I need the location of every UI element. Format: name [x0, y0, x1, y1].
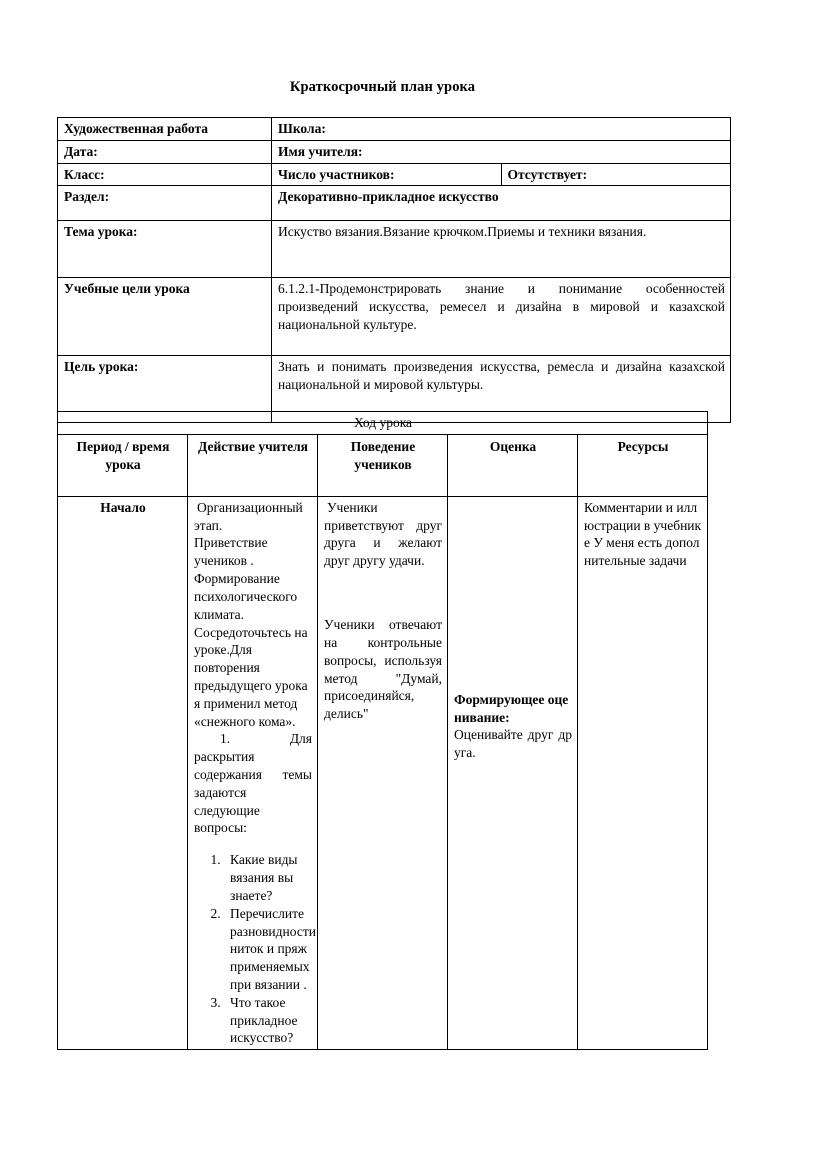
teacher-numbered-intro-marker: 1.	[220, 731, 290, 747]
teacher-question-list	[194, 851, 316, 1047]
info-value-section: Декоративно-прикладное искусство	[272, 186, 731, 221]
table-row	[58, 163, 731, 186]
teacher-numbered-intro-text: Для раскрытия содержания темы задаются следующие вопросы:	[194, 731, 312, 836]
teacher-paragraph-2: Приветствие учеников .	[194, 535, 268, 569]
list-item: 2. Перечислите разновидности ниток и пряж применяемых при вязании .	[224, 905, 312, 994]
info-value-school: Школа:	[272, 118, 731, 141]
info-label-topic: Тема урока:	[58, 221, 272, 278]
cell-teacher-action	[188, 496, 318, 1049]
info-value-lesson-goal: Знать и понимать произведения искусства, ремесла и дизайна казахской национальной и мировой культуры.	[272, 356, 731, 423]
table-row	[58, 186, 731, 221]
column-header-resources: Ресурсы	[578, 434, 708, 496]
info-label-learning-objectives: Учебные цели урока	[58, 278, 272, 356]
info-value-participants: Число участников:	[272, 163, 502, 186]
info-label-date: Дата:	[58, 140, 272, 163]
page-title: Краткосрочный план урока	[289, 79, 476, 95]
table-header-row	[58, 434, 708, 496]
cell-resources	[578, 496, 708, 1049]
table-row	[58, 496, 708, 1049]
table-row	[58, 221, 731, 278]
assessment-text: Оценивайте друг друга.	[454, 727, 572, 761]
section-title-lesson-course: Ход урока	[58, 412, 708, 435]
info-label-lesson-goal: Цель урока:	[58, 356, 272, 423]
column-header-student-behaviour: Поведение учеников	[318, 434, 448, 496]
assessment-title: Формирующее оценивание:	[454, 691, 569, 725]
spacer	[454, 499, 572, 691]
info-label-artwork: Художественная работа	[58, 118, 272, 141]
table-row-section-title	[58, 412, 708, 435]
info-value-learning-objectives: 6.1.2.1-Продемонстрировать знание и понимание особенностей произведений искусства, ремесел и дизайна в мировой и казахской национальной культуре.	[272, 278, 731, 356]
spacer	[194, 837, 312, 851]
info-value-teacher-name: Имя учителя:	[272, 140, 731, 163]
spacer	[324, 570, 442, 616]
student-paragraph-2: Ученики отвечают на контрольные вопросы, используя метод "Думай, присоединяйся, делись"	[324, 617, 442, 722]
table-row	[58, 118, 731, 141]
list-item: 3. Что такое прикладное искусство?	[224, 994, 312, 1047]
info-value-absent: Отсутствует:	[501, 163, 731, 186]
info-label-class: Класс:	[58, 163, 272, 186]
teacher-paragraph-3: Формирование психологического климата.	[194, 571, 298, 622]
info-value-topic: Искуство вязания.Вязание крючком.Приемы и техники вязания.	[272, 221, 731, 278]
column-header-period: Период / время урока	[58, 434, 188, 496]
student-paragraph-1: Ученики приветствуют друг друга и желают друг другу удачи.	[324, 499, 442, 569]
lesson-course-table	[57, 411, 708, 1050]
info-label-section: Раздел:	[58, 186, 272, 221]
cell-period-start: Начало	[58, 496, 188, 1049]
resources-text: Комментарии и иллюстрации в учебнике У меня есть дополнительные задачи	[584, 499, 702, 569]
teacher-paragraph-1: Организационный этап.	[194, 499, 303, 533]
column-header-teacher-action: Действие учителя	[188, 434, 318, 496]
cell-student-behaviour	[318, 496, 448, 1049]
column-header-assessment: Оценка	[448, 434, 578, 496]
list-item: 1. Какие виды вязания вы знаете?	[224, 851, 312, 904]
teacher-numbered-intro	[194, 730, 312, 837]
table-row	[58, 278, 731, 356]
table-row	[58, 140, 731, 163]
cell-assessment	[448, 496, 578, 1049]
lesson-info-table	[57, 117, 731, 423]
teacher-paragraph-4: Сосредоточьтесь на уроке.Для повторения предыдущего урока я применил метод «снежного кома».	[194, 624, 308, 729]
